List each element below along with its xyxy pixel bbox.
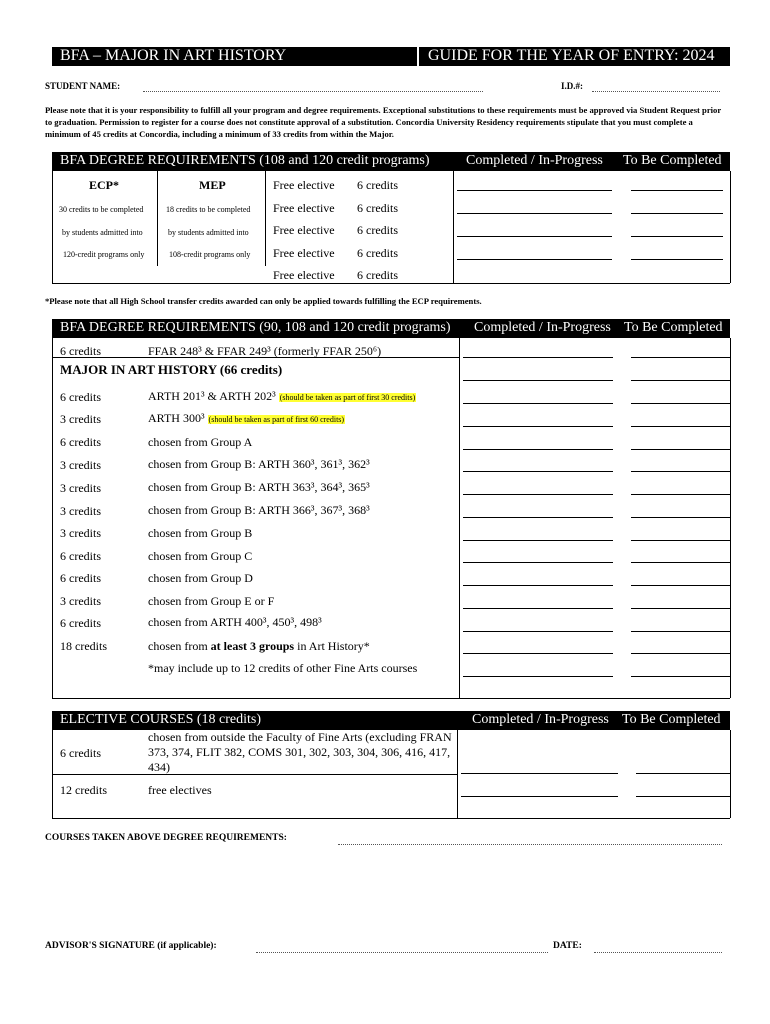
s1-row3-course: Free elective (273, 223, 335, 237)
s2-row8-credits: 6 credits (60, 549, 101, 563)
s2-row3-text: chosen from Group A (148, 435, 253, 449)
s2-completed-line-3[interactable] (463, 403, 613, 404)
s2-last-text (148, 639, 370, 654)
advisor-signature-label: ADVISOR'S SIGNATURE (if applicable): (45, 941, 217, 951)
s2-row5-credits: 3 credits (60, 481, 101, 495)
section2-border-right (730, 338, 731, 698)
s2-completed-line-1[interactable] (463, 357, 613, 358)
s2-tobe-line-8[interactable] (631, 517, 730, 518)
s1-completed-line-1[interactable] (457, 190, 612, 191)
s2-completed-line-5[interactable] (463, 449, 613, 450)
s2-last-text-pre: chosen from (148, 639, 208, 653)
s2-completed-line-8[interactable] (463, 517, 613, 518)
s2-row9-credits: 6 credits (60, 571, 101, 585)
mep-line-2: by students admitted into (168, 228, 249, 237)
s2-tobe-line-12[interactable] (631, 608, 730, 609)
s2-last-note: *may include up to 12 credits of other Fine Arts courses (148, 661, 418, 675)
section1-col-tobe: To Be Completed (623, 153, 722, 168)
ecp-line-1: 30 credits to be completed (59, 205, 144, 214)
s3-tobe-line-1[interactable] (636, 773, 730, 774)
section1-border-left (52, 171, 53, 283)
s2-completed-line-13[interactable] (463, 631, 613, 632)
s2-tobe-line-5[interactable] (631, 449, 730, 450)
mep-label: MEP (199, 178, 226, 192)
s2-last-text-bold: at least 3 groups (210, 639, 295, 653)
section2-title: BFA DEGREE REQUIREMENTS (90, 108 and 120 credit programs) (60, 320, 451, 335)
s1-completed-line-4[interactable] (457, 259, 612, 260)
section1-header (52, 152, 730, 171)
s2-tobe-line-7[interactable] (631, 494, 730, 495)
s2-completed-line-9[interactable] (463, 540, 613, 541)
s3-row2-text: free electives (148, 783, 212, 797)
s2-tobe-line-1[interactable] (631, 357, 730, 358)
ecp-line-3: 120-credit programs only (63, 250, 145, 259)
section1-ecp-mep-divider (157, 171, 158, 266)
s3-row1-text: chosen from outside the Faculty of Fine Arts (excluding FRAN 373, 374, FLIT 382, COMS 301, 302, 303, 304, 306, 416, 417, 434) (148, 730, 452, 774)
s2-row6-credits: 3 credits (60, 504, 101, 518)
advisor-signature-field[interactable] (256, 952, 548, 953)
s2-row7-text: chosen from Group B (148, 526, 253, 540)
s1-row2-credits: 6 credits (357, 201, 398, 215)
section2-col-completed: Completed / In-Progress (474, 320, 611, 335)
section3-border-right (730, 730, 731, 818)
section2-header (52, 319, 730, 338)
s1-tobe-line-4[interactable] (631, 259, 723, 260)
notice-text: Please note that it is your responsibility to fulfill all your program and degree requirements. Exceptional substitutions to these requirements must be approved via Student Request prior to graduation. Permission to register for a course does not constitute approval of a substitution. Concordia University Residency requirements stipulate that you must complete a minimum of 45 credits at Concordia, including a minimum of 33 credits from within the Major. (45, 105, 721, 139)
mep-line-1: 18 credits to be completed (166, 205, 251, 214)
s3-row1-credits: 6 credits (60, 746, 101, 760)
s2-row1-note: (should be taken as part of first 30 credits) (279, 393, 416, 402)
s2-row3-credits: 6 credits (60, 435, 101, 449)
ffar-credits: 6 credits (60, 344, 101, 358)
s2-tobe-line-15[interactable] (631, 676, 730, 677)
s2-completed-line-7[interactable] (463, 494, 613, 495)
section3-col-tobe: To Be Completed (622, 712, 721, 727)
s1-row1-course: Free elective (273, 178, 335, 192)
s2-row6-text: chosen from Group B: ARTH 366³, 367³, 368³ (148, 503, 370, 517)
s2-row1-course: ARTH 201³ & ARTH 202³ (148, 389, 276, 403)
s2-row5-text: chosen from Group B: ARTH 363³, 364³, 365³ (148, 480, 370, 494)
header-left-title: BFA – MAJOR IN ART HISTORY (60, 47, 287, 64)
header-right-title: GUIDE FOR THE YEAR OF ENTRY: 2024 (428, 47, 715, 64)
s2-completed-line-12[interactable] (463, 608, 613, 609)
section2-divider (459, 338, 460, 698)
s1-row5-course: Free elective (273, 268, 335, 282)
ecp-line-2: by students admitted into (62, 228, 143, 237)
s1-row4-credits: 6 credits (357, 246, 398, 260)
ecp-label: ECP* (89, 178, 119, 192)
section3-header (52, 711, 730, 730)
section1-footnote: *Please note that all High School transfer credits awarded can only be applied towards fulfilling the ECP requirements. (45, 296, 482, 306)
student-id-field[interactable] (592, 91, 720, 92)
s2-row4-text: chosen from Group B: ARTH 360³, 361³, 362³ (148, 457, 370, 471)
section3-divider (457, 730, 458, 818)
student-name-label: STUDENT NAME: (45, 81, 121, 91)
s3-completed-line-2[interactable] (461, 796, 618, 797)
s2-tobe-line-6[interactable] (631, 471, 730, 472)
s1-row4-course: Free elective (273, 246, 335, 260)
section2-border-bottom (52, 698, 730, 699)
courses-above-field[interactable] (338, 844, 722, 845)
section1-divider (453, 171, 454, 283)
s2-completed-line-6[interactable] (463, 471, 613, 472)
s2-tobe-line-3[interactable] (631, 403, 730, 404)
s3-tobe-line-2[interactable] (636, 796, 730, 797)
s2-row11-text: chosen from ARTH 400³, 450³, 498³ (148, 615, 322, 629)
ffar-text: FFAR 248³ & FFAR 249³ (formerly FFAR 250⁶) (148, 344, 382, 358)
s1-tobe-line-3[interactable] (631, 236, 723, 237)
s1-row5-credits: 6 credits (357, 268, 398, 282)
s2-row8-text: chosen from Group C (148, 549, 253, 563)
section3-col-completed: Completed / In-Progress (472, 712, 609, 727)
s2-tobe-line-10[interactable] (631, 562, 730, 563)
section1-col-completed: Completed / In-Progress (466, 153, 603, 168)
s1-row1-credits: 6 credits (357, 178, 398, 192)
s2-row2-note: (should be taken as part of first 60 credits) (208, 415, 345, 424)
s2-row10-credits: 3 credits (60, 594, 101, 608)
s2-last-text-post: in Art History* (297, 639, 370, 653)
major-title: MAJOR IN ART HISTORY (66 credits) (60, 362, 283, 377)
s2-row1-text (148, 389, 416, 404)
s2-completed-line-10[interactable] (463, 562, 613, 563)
section2-border-left (52, 338, 53, 698)
s2-row1-credits: 6 credits (60, 390, 101, 404)
student-name-field[interactable] (143, 91, 483, 92)
section1-border-right (730, 171, 731, 283)
s2-tobe-line-11[interactable] (631, 585, 730, 586)
s2-tobe-line-14[interactable] (631, 653, 730, 654)
s1-completed-line-2[interactable] (457, 213, 612, 214)
s2-tobe-line-4[interactable] (631, 426, 730, 427)
s1-row3-credits: 6 credits (357, 223, 398, 237)
s2-completed-line-2[interactable] (463, 380, 613, 381)
s2-tobe-line-2[interactable] (631, 380, 730, 381)
s2-row2-credits: 3 credits (60, 412, 101, 426)
header-bar (52, 47, 730, 66)
courses-above-label: COURSES TAKEN ABOVE DEGREE REQUIREMENTS: (45, 833, 287, 843)
section1-mep-divider (265, 171, 266, 266)
date-field[interactable] (594, 952, 722, 953)
section3-border-bottom (52, 818, 730, 819)
s2-row2-text (148, 411, 345, 426)
s2-row2-course: ARTH 300³ (148, 411, 205, 425)
s1-tobe-line-2[interactable] (631, 213, 723, 214)
s2-tobe-line-13[interactable] (631, 631, 730, 632)
s1-row2-course: Free elective (273, 201, 335, 215)
section1-border-bottom (52, 283, 730, 284)
s2-completed-line-14[interactable] (463, 653, 613, 654)
date-label: DATE: (553, 941, 582, 951)
s2-row11-credits: 6 credits (60, 616, 101, 630)
s2-row10-text: chosen from Group E or F (148, 594, 275, 608)
s2-completed-line-4[interactable] (463, 426, 613, 427)
s2-row7-credits: 3 credits (60, 526, 101, 540)
s3-completed-line-1[interactable] (461, 773, 618, 774)
s1-completed-line-3[interactable] (457, 236, 612, 237)
mep-line-3: 108-credit programs only (169, 250, 251, 259)
s2-row4-credits: 3 credits (60, 458, 101, 472)
s2-completed-line-11[interactable] (463, 585, 613, 586)
section1-title: BFA DEGREE REQUIREMENTS (108 and 120 credit programs) (60, 153, 430, 168)
s2-last-credits: 18 credits (60, 639, 107, 653)
s2-tobe-line-9[interactable] (631, 540, 730, 541)
s2-completed-line-15[interactable] (463, 676, 613, 677)
section2-col-tobe: To Be Completed (624, 320, 723, 335)
s2-row9-text: chosen from Group D (148, 571, 253, 585)
section3-title: ELECTIVE COURSES (18 credits) (60, 712, 262, 727)
s3-row2-credits: 12 credits (60, 783, 107, 797)
student-id-label: I.D.#: (561, 81, 583, 91)
s1-tobe-line-1[interactable] (631, 190, 723, 191)
